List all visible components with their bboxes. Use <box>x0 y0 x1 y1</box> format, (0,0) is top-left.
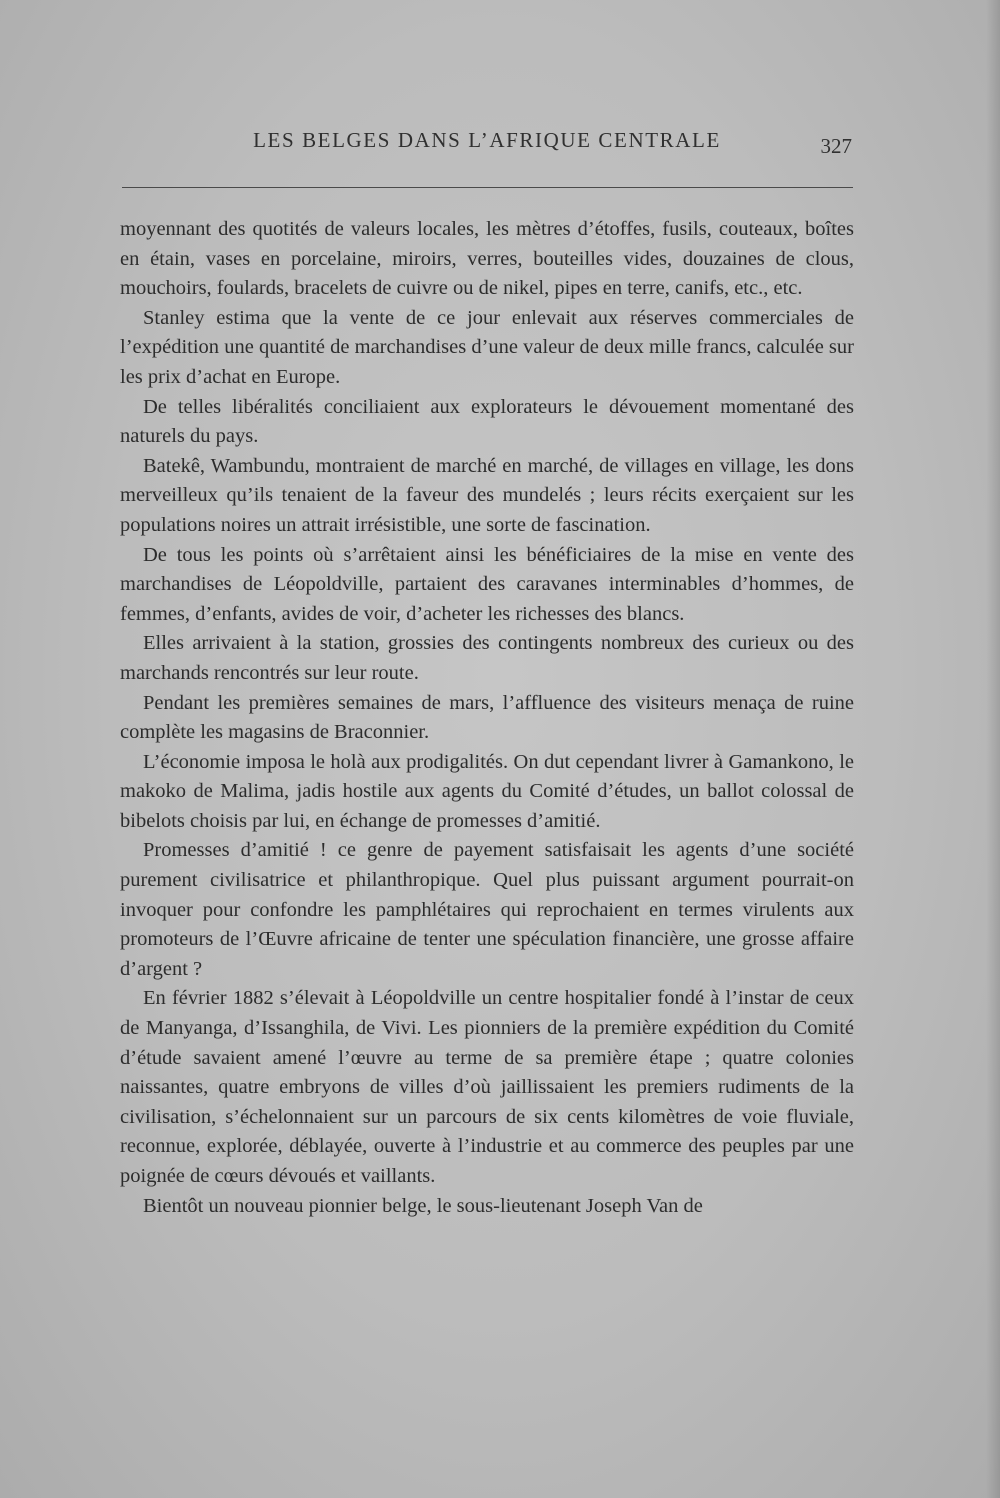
header-rule <box>122 187 853 188</box>
running-title: LES BELGES DANS L’AFRIQUE CENTRALE <box>253 128 721 152</box>
paragraph: moyennant des quotités de valeurs locales, les mètres d’étoffes, fusils, couteaux, boîtes en étain, vases en porcelaine, miroirs, verres, bouteilles vides, douzaines de clous, mouchoirs, foulards, bracelets de cuivre ou de nikel, pipes en terre, canifs, etc., etc. <box>120 218 854 300</box>
body-text <box>120 215 854 1221</box>
paragraph: L’économie imposa le holà aux prodigalités. On dut cependant livrer à Gamankono, le makoko de Malima, jadis hostile aux agents du Comité d’études, un ballot colossal de bibelots choisis par lui, en échange de promesses d’amitié. <box>120 750 854 832</box>
paragraph: Batekê, Wambundu, montraient de marché en marché, de villages en village, les dons merveilleux qu’ils tenaient de la faveur des mundelés ; leurs récits exerçaient sur les populations noires un attrait irrésistible, une sorte de fascination. <box>120 454 854 536</box>
paragraph: Elles arrivaient à la station, grossies des contingents nombreux des curieux ou des marchands rencontrés sur leur route. <box>120 632 854 684</box>
paragraph: Pendant les premières semaines de mars, l’affluence des visiteurs menaça de ruine complète les magasins de Braconnier. <box>120 691 854 744</box>
page-edge-shadow <box>986 0 1000 1498</box>
running-head <box>122 128 852 162</box>
paragraph: En février 1882 s’élevait à Léopoldville un centre hospitalier fondé à l’instar de ceux de Manyanga, d’Issanghila, de Vivi. Les pionniers de la première expédition du Comité d’étude savaient amené l’œuvre au terme de sa première étape ; quatre colonies naissantes, quatre embryons de villes d’où jaillissaient les premiers rudiments de la civilisation, s’échelonnaient sur un parcours de six cents kilomètres de voie fluviale, reconnue, explorée, déblayée, ouverte à l’industrie et au commerce des peuples par une poignée de cœurs dévoués et vaillants. <box>120 987 854 1187</box>
page-number: 327 <box>820 134 852 158</box>
paragraph: Bientôt un nouveau pionnier belge, le sous-lieutenant Joseph Van de <box>143 1194 703 1217</box>
paragraph: Promesses d’amitié ! ce genre de payement satisfaisait les agents d’une société purement civilisatrice et philanthropique. Quel plus puissant argument pourrait-on invoquer pour confondre les pamphlétaires qui reprochaient en termes virulents aux promoteurs de l’Œuvre africaine de tenter une spéculation financière, une grosse affaire d’argent ? <box>120 839 854 980</box>
paragraph: De telles libéralités conciliaient aux explorateurs le dévouement momentané des naturels du pays. <box>120 395 854 448</box>
paragraph: Stanley estima que la vente de ce jour enlevait aux réserves commerciales de l’expédition une quantité de marchandises d’une valeur de deux mille francs, calculée sur les prix d’achat en Europe. <box>120 306 854 388</box>
paragraph: De tous les points où s’arrêtaient ainsi les bénéficiaires de la mise en vente des marchandises de Léopoldville, partaient des caravanes interminables d’hommes, de femmes, d’enfants, avides de voir, d’acheter les richesses des blancs. <box>120 543 854 625</box>
